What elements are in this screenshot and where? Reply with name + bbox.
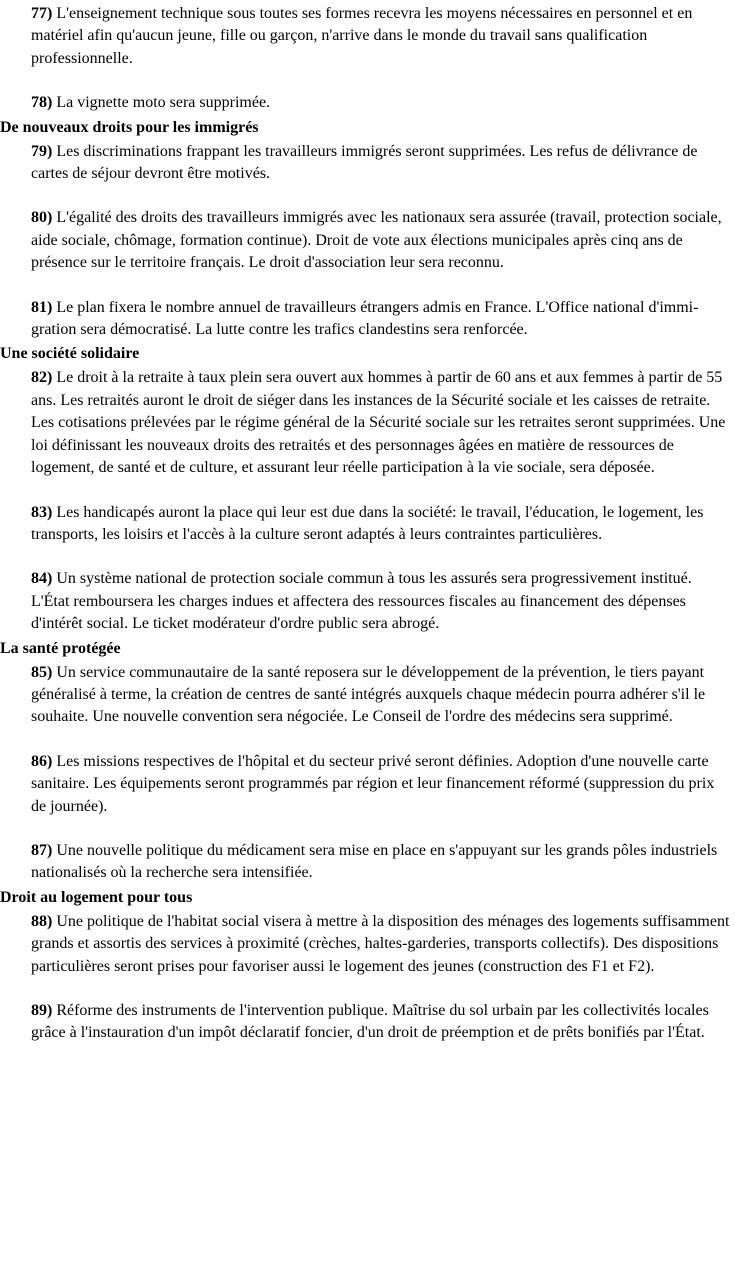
paragraph-number: 81)	[31, 298, 53, 316]
paragraph-text: Les discriminations frappant les travailleurs immigrés seront supprimées. Les refus de délivrance de cartes de séjour devront être motivés.	[31, 142, 698, 183]
paragraph-number: 87)	[31, 841, 53, 859]
paragraph-text: Réforme des instruments de l'intervention publique. Maîtrise du sol urbain par les collectivités locales grâce à l'instauration d'un impôt déclaratif foncier, d'un droit de préemption et de prêts bonifiés par l'État.	[31, 1002, 709, 1042]
paragraph-number: 82)	[31, 369, 53, 387]
numbered-paragraph	[0, 297, 735, 342]
numbered-paragraph	[0, 141, 735, 186]
numbered-paragraph	[0, 3, 735, 70]
numbered-paragraph	[0, 751, 735, 818]
numbered-paragraph	[0, 840, 735, 885]
section-heading: Droit au logement pour tous	[0, 888, 193, 906]
numbered-paragraph	[0, 1000, 735, 1045]
numbered-paragraph	[0, 568, 735, 635]
paragraph-number: 85)	[31, 663, 53, 681]
paragraph-number: 78)	[31, 94, 53, 112]
numbered-paragraph	[0, 502, 735, 547]
paragraph-number: 86)	[31, 752, 53, 770]
paragraph-text: Une politique de l'habitat social visera à mettre à la disposition des ménages des logements suffisamment grands et assortis des services à proximité (crèches, haltes-garderies, transports collectifs). Des dispositions particulières seront prises pour favoriser aussi le logement des jeunes (construction des F1 et F2).	[31, 912, 730, 975]
paragraph-number: 80)	[31, 209, 53, 227]
numbered-paragraph	[0, 367, 735, 479]
paragraph-number: 79)	[31, 142, 53, 160]
section-heading: Une société solidaire	[0, 345, 140, 363]
paragraph-number: 77)	[31, 5, 53, 22]
paragraph-number: 83)	[31, 503, 53, 521]
paragraph-text: Les missions respectives de l'hôpital et du secteur privé seront définies. Adoption d'une nouvelle carte sanitaire. Les équipements seront programmés par région et leur financement réformé (suppression du prix de journée).	[31, 752, 715, 815]
paragraph-text: Un système national de protection sociale commun à tous les assurés sera progressivement institué. L'État remboursera les charges indues et affectera des ressources fiscales au financement des dépenses d'intérêt social. Le ticket modérateur d'ordre public sera abrogé.	[31, 570, 692, 633]
numbered-paragraph	[0, 207, 735, 274]
paragraph-number: 88)	[31, 912, 53, 930]
paragraph-text: La vignette moto sera supprimée.	[52, 94, 271, 112]
paragraph-text: Les handicapés auront la place qui leur est due dans la société: le travail, l'éducation, le logement, les transports, les loisirs et l'accès à la culture seront adaptés à leurs contraintes particulières.	[31, 503, 704, 543]
paragraph-text: L'égalité des droits des travailleurs immigrés avec les nationaux sera assurée (travail, protection sociale, aide sociale, chômage, formation continue). Droit de vote aux élections municipales après cinq ans de présence sur le territoire français. Le droit d'association leur sera reconnu.	[31, 209, 722, 272]
numbered-paragraph	[0, 662, 735, 729]
paragraph-number: 84)	[31, 570, 53, 588]
paragraph-number: 89)	[31, 1002, 53, 1019]
paragraph-text: L'enseignement technique sous toutes ses formes recevra les moyens nécessaires en personnel et en matériel afin qu'aucun jeune, fille ou garçon, n'arrive dans le monde du travail sans qualification professionnelle.	[31, 5, 693, 67]
section-heading: La santé protégée	[0, 639, 121, 657]
paragraph-text: Une nouvelle politique du médicament sera mise en place en s'appuyant sur les grands pôles industriels nationalisés où la recherche sera intensifiée.	[31, 841, 718, 882]
paragraph-text: Le plan fixera le nombre annuel de travailleurs étrangers admis en France. L'Office national d'immi-gration sera démocratisé. La lutte contre les trafics clandestins sera renforcée.	[31, 298, 699, 339]
paragraph-text: Un service communautaire de la santé reposera sur le développement de la prévention, le tiers payant généralisé à terme, la création de centres de santé intégrés auxquels chaque médecin pourra adhérer s'il le souhaite. Une nouvelle convention sera négociée. Le Conseil de l'ordre des médecins sera supprimé.	[31, 663, 706, 726]
paragraph-text: Le droit à la retraite à taux plein sera ouvert aux hommes à partir de 60 ans et aux femmes à partir de 55 ans. Les retraités auront le droit de siéger dans les instances de la Sécurité sociale et les caisses de retraite. Les cotisations prélevées par le régime général de la Sécurité sociale sur les retraites seront supprimées. Une loi définissant les nouveaux droits des retraités et des personnages âgées en matière de ressources de logement, de santé et de culture, et assurant leur réelle participation à la vie sociale, sera déposée.	[31, 369, 726, 477]
numbered-paragraph	[0, 911, 735, 978]
section-heading: De nouveaux droits pour les immigrés	[0, 118, 259, 136]
numbered-paragraph	[0, 92, 735, 114]
